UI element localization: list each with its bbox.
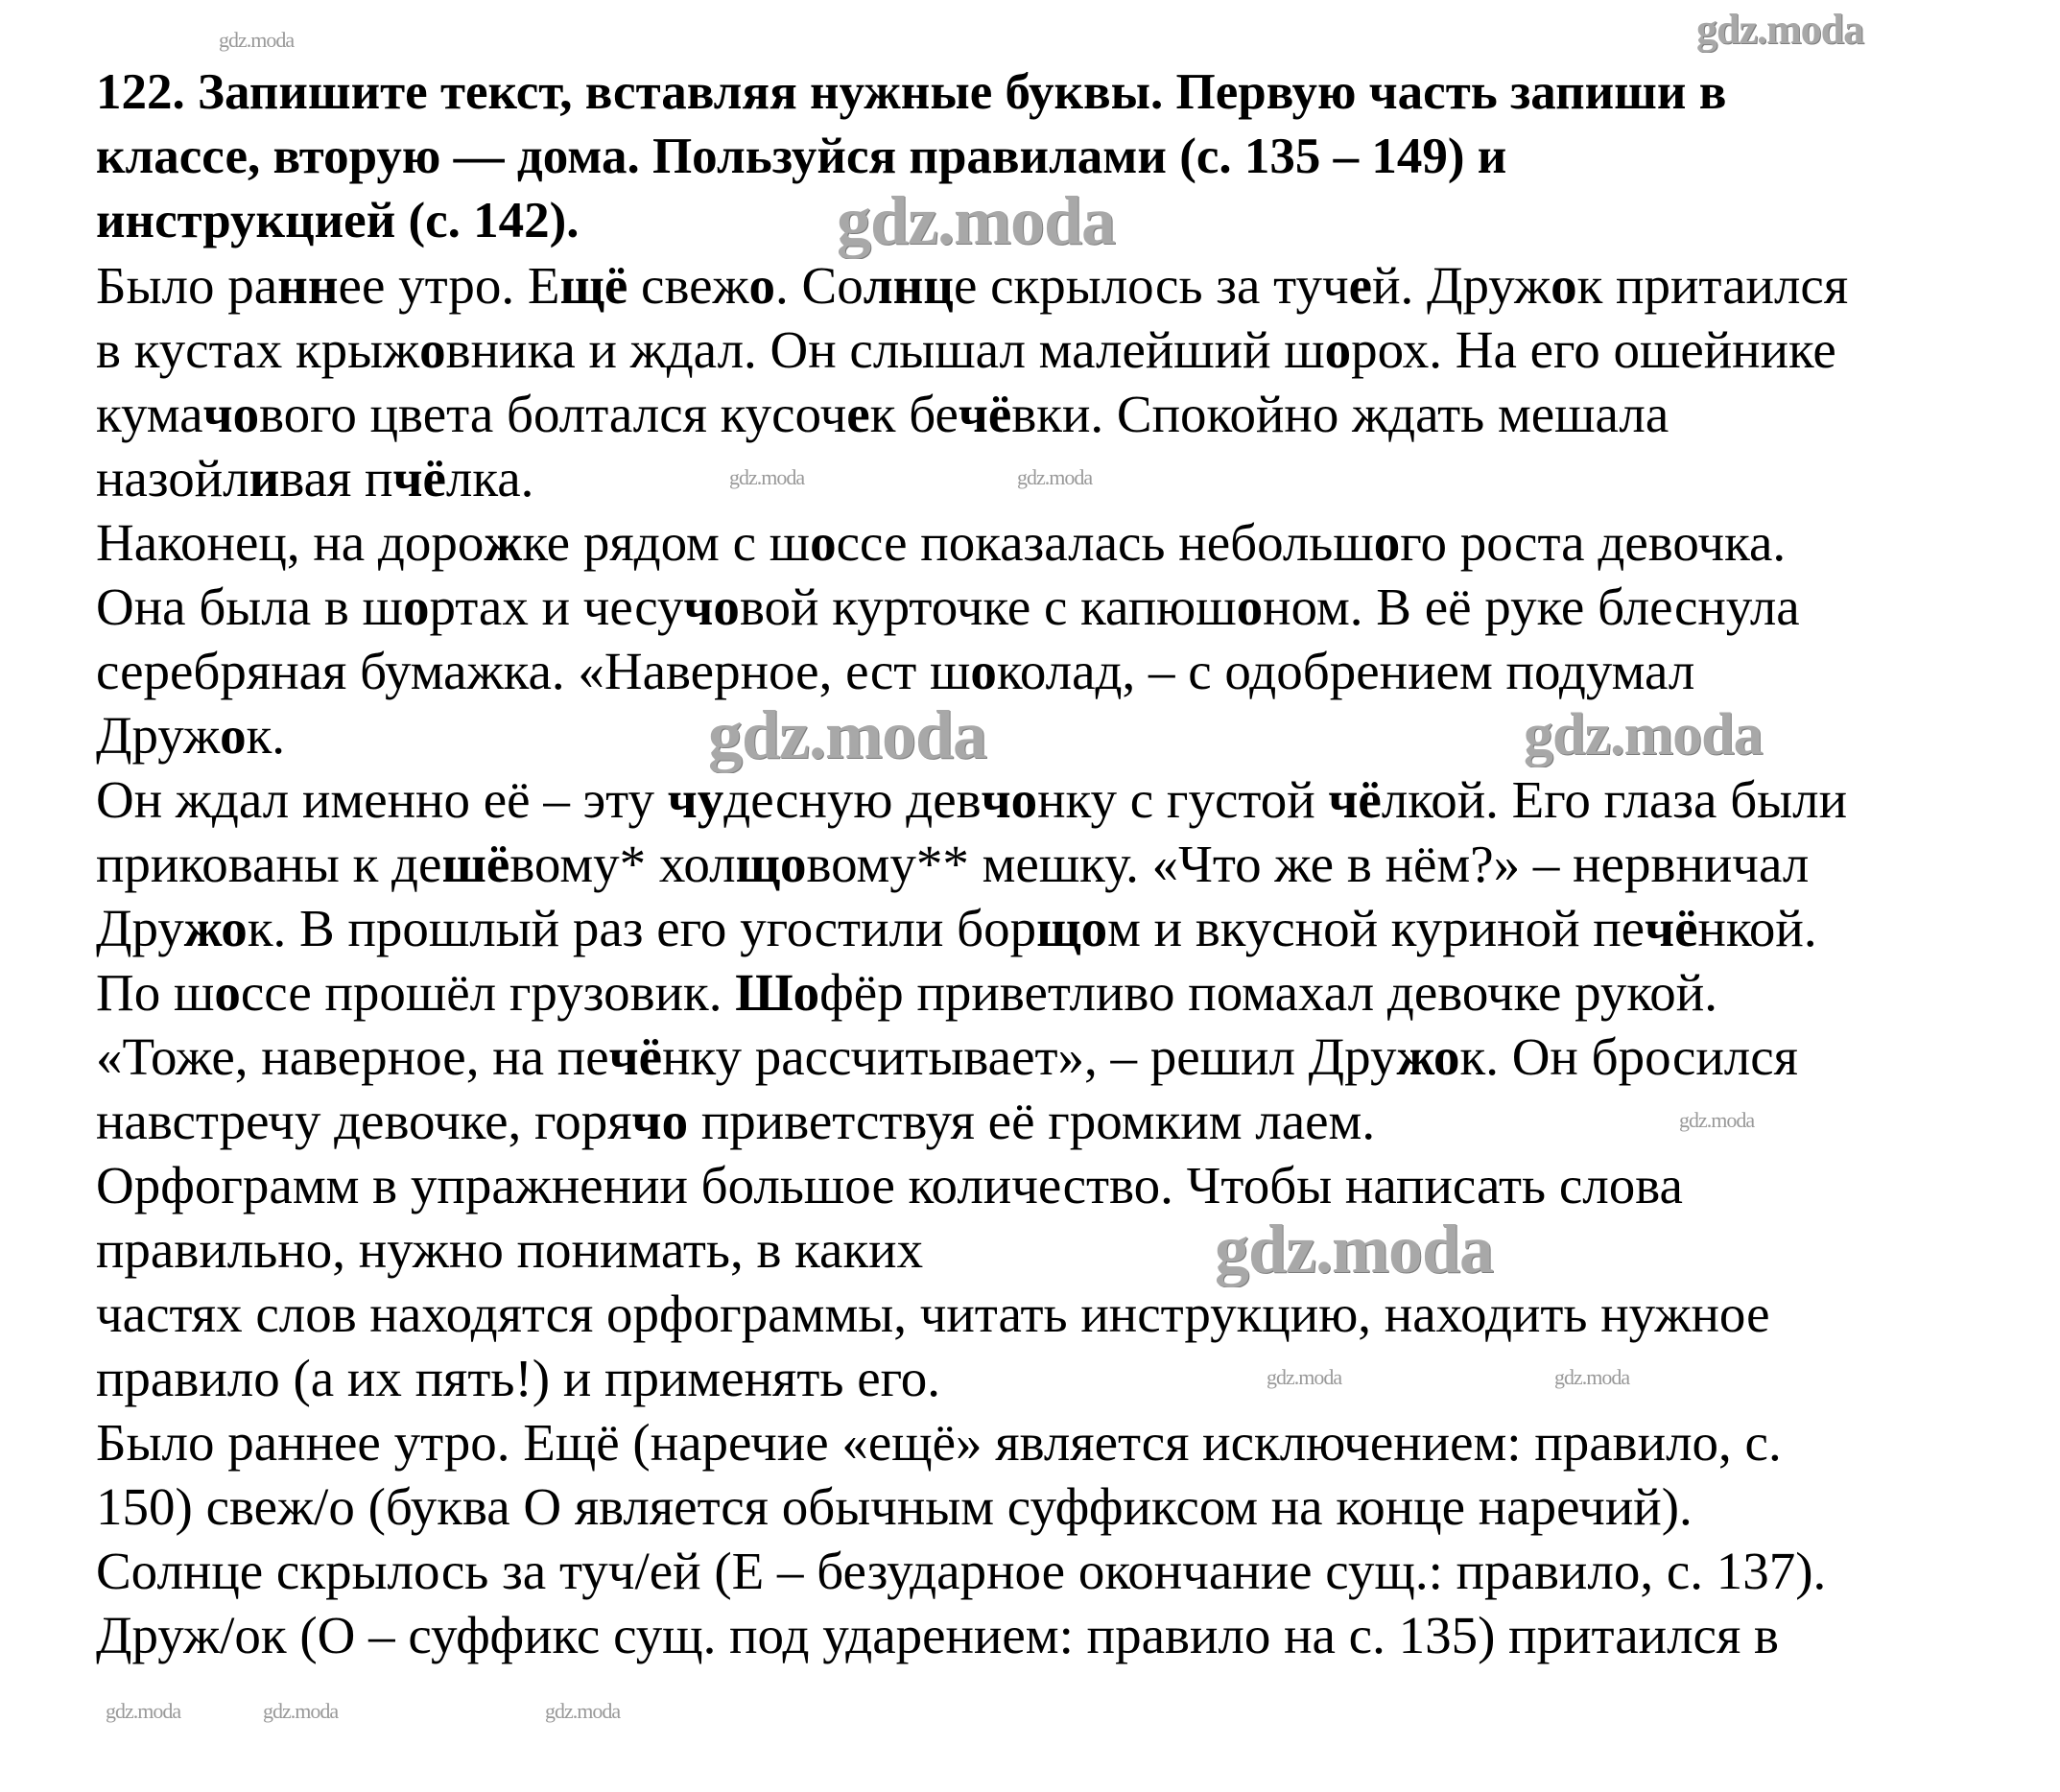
text-line: Было раннее утро. Ещё свежо. Солнце скрылось за тучей. Дружок притаился	[96, 256, 1849, 315]
highlighted-letters: щё	[559, 256, 628, 315]
highlighted-letters: е	[846, 385, 870, 443]
watermark: gdz.moda	[1267, 1365, 1342, 1389]
text-line: прикованы к дешёвому* холщовому** мешку. «Что же в нём?» – нервничал	[96, 835, 1810, 893]
highlighted-letters: о	[1551, 256, 1577, 315]
watermark: gdz.moda	[106, 1699, 181, 1723]
text-line: Она была в шортах и чесучовой курточке с капюшоном. В её руке блеснула	[96, 578, 1800, 636]
text-line: правило (а их пять!) и применять его.	[96, 1349, 941, 1407]
highlighted-letters: е	[1348, 256, 1373, 315]
watermark: gdz.moda	[1554, 1365, 1630, 1389]
highlighted-letters: и	[249, 449, 280, 507]
watermark: gdz.moda	[1696, 6, 1864, 53]
text-line: Друж/ок (О – суффикс сущ. под ударением: правило на с. 135) притаился в	[96, 1606, 1779, 1664]
highlighted-letters: жо	[183, 899, 248, 957]
watermark: gdz.moda	[1017, 465, 1093, 489]
highlighted-letters: чо	[631, 1092, 689, 1150]
text-line: навстречу девочке, горячо приветствуя её громким лаем.	[96, 1092, 1376, 1150]
highlighted-letters: нн	[277, 256, 339, 315]
watermark: gdz.moda	[219, 28, 295, 52]
highlighted-letters: що	[1036, 899, 1108, 957]
highlighted-letters: чё	[958, 385, 1012, 443]
highlighted-letters: о	[402, 578, 430, 636]
text-line: Он ждал именно её – эту чудесную девчонку с густой чёлкой. Его глаза были	[96, 770, 1848, 829]
highlighted-letters: лнц	[863, 256, 954, 315]
text-line: в кустах крыжовника и ждал. Он слышал малейший шорох. На его ошейнике	[96, 320, 1836, 379]
text-line: 122. Запишите текст, вставляя нужные буквы. Первую часть запиши в	[96, 64, 1727, 120]
text-line: инструкцией (с. 142).	[96, 193, 580, 248]
text-line: кумачового цвета болтался кусочек бечёвки. Спокойно ждать мешала	[96, 385, 1669, 443]
text-line: частях слов находятся орфограммы, читать инструкцию, находить нужное	[96, 1285, 1770, 1343]
text-line: Дружок.	[96, 706, 286, 765]
highlighted-letters: чо	[683, 578, 740, 636]
highlighted-letters: чо	[202, 385, 260, 443]
text-line: Солнце скрылось за туч/ей (Е – безударное окончание сущ.: правило, с. 137).	[96, 1542, 1827, 1600]
highlighted-letters: Шо	[735, 963, 820, 1022]
text-line: Дружок. В прошлый раз его угостили борщом и вкусной куриной печёнкой.	[96, 899, 1817, 957]
text-line: Было раннее утро. Ещё (наречие «ещё» является исключением: правило, с.	[96, 1413, 1782, 1472]
highlighted-letters: чу	[667, 770, 724, 829]
highlighted-letters: о	[214, 963, 241, 1022]
watermark: gdz.moda	[1524, 702, 1763, 767]
highlighted-letters: о	[810, 513, 837, 572]
highlighted-letters: чо	[981, 770, 1038, 829]
text-line: Наконец, на дорожке рядом с шоссе показалась небольшого роста девочка.	[96, 513, 1787, 572]
watermark: gdz.moda	[729, 465, 805, 489]
text-line: «Тоже, наверное, на печёнку рассчитывает», – решил Дружок. Он бросился	[96, 1027, 1798, 1086]
highlighted-letters: о	[748, 256, 776, 315]
watermark: gdz.moda	[837, 182, 1116, 259]
highlighted-letters: що	[735, 835, 807, 893]
highlighted-letters: о	[419, 320, 446, 379]
highlighted-letters: чё	[1645, 899, 1698, 957]
highlighted-letters: чё	[392, 449, 446, 507]
highlighted-letters: о	[970, 642, 997, 700]
text-line: серебряная бумажка. «Наверное, ест шоколад, – с одобрением подумал	[96, 642, 1695, 700]
text-line: назойливая пчёлка.	[96, 449, 534, 507]
highlighted-letters: шё	[441, 835, 510, 893]
document-page	[96, 60, 2044, 1667]
watermark: gdz.moda	[1679, 1108, 1755, 1132]
highlighted-letters: о	[1324, 320, 1352, 379]
text-line: По шоссе прошёл грузовик. Шофёр приветливо помахал девочке рукой.	[96, 963, 1717, 1022]
text-line: правильно, нужно понимать, в каких	[96, 1220, 924, 1279]
watermark: gdz.moda	[708, 696, 987, 773]
highlighted-letters: ж	[484, 513, 523, 572]
highlighted-letters: жо	[1396, 1027, 1460, 1086]
text-line: 150) свеж/о (буква О является обычным суффиксом на конце наречий).	[96, 1477, 1693, 1536]
watermark: gdz.moda	[263, 1699, 339, 1723]
highlighted-letters: о	[1373, 513, 1401, 572]
highlighted-letters: о	[220, 706, 247, 765]
watermark: gdz.moda	[1215, 1211, 1494, 1287]
text-line: классе, вторую — дома. Пользуйся правилами (с. 135 – 149) и	[96, 129, 1507, 184]
text-line: Орфограмм в упражнении большое количество. Чтобы написать слова	[96, 1156, 1683, 1214]
watermark: gdz.moda	[545, 1699, 621, 1723]
highlighted-letters: о	[1236, 578, 1264, 636]
highlighted-letters: чё	[1328, 770, 1382, 829]
highlighted-letters: чё	[608, 1027, 663, 1086]
